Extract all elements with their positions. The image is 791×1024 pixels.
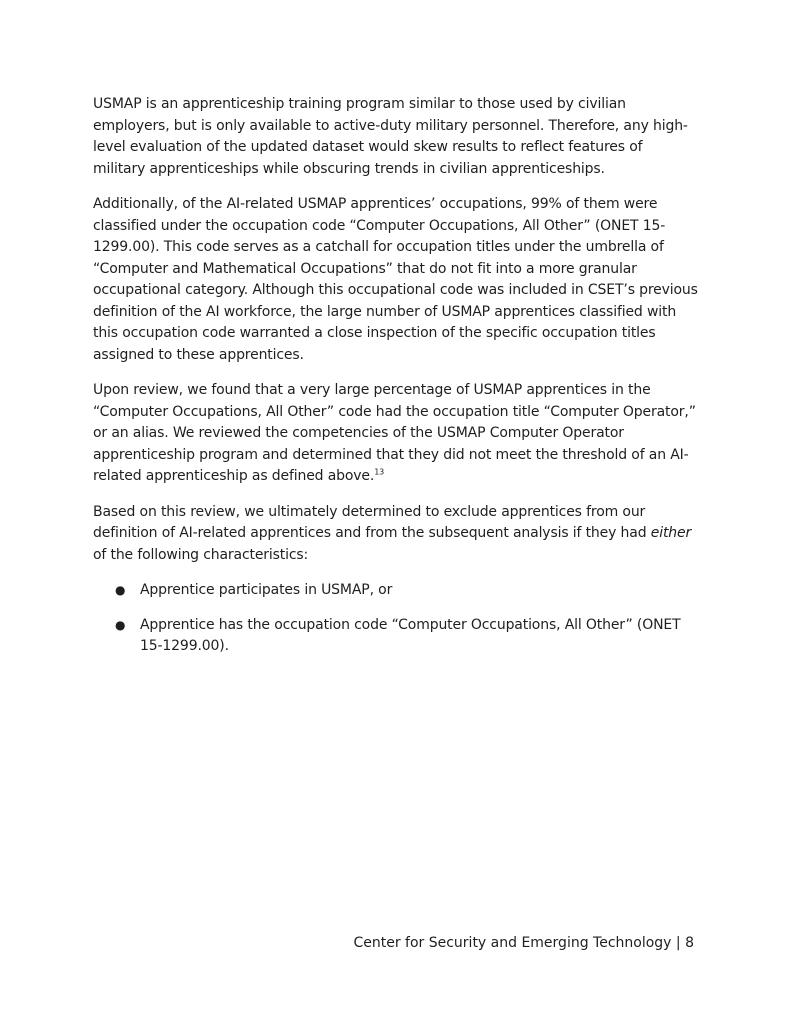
paragraph-occupation-code: Additionally, of the AI-related USMAP apprentices’ occupations, 99% of them were classified under the occupation code “Computer Occupations, All Other” (ONET 15-1299.00). This code serves as a catchall for occupation titles under the umbrella of “Computer and Mathematical Occupations” that do not fit into a more granular occupational category. Although this occupational code was included in CSET’s previous definition of the AI workforce, the large number of USMAP apprentices classified with this occupation code warranted a close inspection of the specific occupation titles assigned to these apprentices. [93, 196, 698, 363]
paragraph-exclusion-tail: of the following characteristics: [93, 546, 309, 563]
emphasis-either: either [650, 525, 692, 541]
paragraph-usmap-intro: USMAP is an apprenticeship training program similar to those used by civilian employers, but is only available to active-duty military personnel. Therefore, any high-level evaluation of the updated dataset would skew results to reflect features of military apprenticeships while obscuring trends in civilian apprenticeships. [93, 96, 688, 177]
list-item-text: Apprentice has the occupation code “Computer Occupations, All Other” (ONET 15-1299.00). [140, 616, 681, 654]
footnote-reference[interactable]: 13 [374, 467, 385, 477]
list-item [93, 580, 698, 602]
bullet-icon: ● [115, 617, 126, 632]
bullet-icon: ● [115, 583, 126, 597]
list-item-text: Apprentice participates in USMAP, or [140, 582, 393, 598]
exclusion-criteria-list [93, 580, 698, 658]
page-body [93, 94, 698, 671]
list-item [93, 615, 698, 658]
paragraph-review-findings [93, 380, 698, 488]
page-footer: Center for Security and Emerging Technology | 8 [353, 935, 694, 951]
paragraph-exclusion-criteria [93, 502, 698, 567]
paragraph-review-text: Upon review, we found that a very large percentage of USMAP apprentices in the “Computer Occupations, All Other” code had the occupation title “Computer Operator,” or an alias. We reviewed the competencies of the USMAP Computer Operator apprenticeship program and determined that they did not meet the threshold of an AI-related apprenticeship as defined above. [93, 382, 696, 484]
paragraph-exclusion-lead: Based on this review, we ultimately determined to exclude apprentices from our definition of AI-related apprentices and from the subsequent analysis if they had [93, 503, 651, 541]
